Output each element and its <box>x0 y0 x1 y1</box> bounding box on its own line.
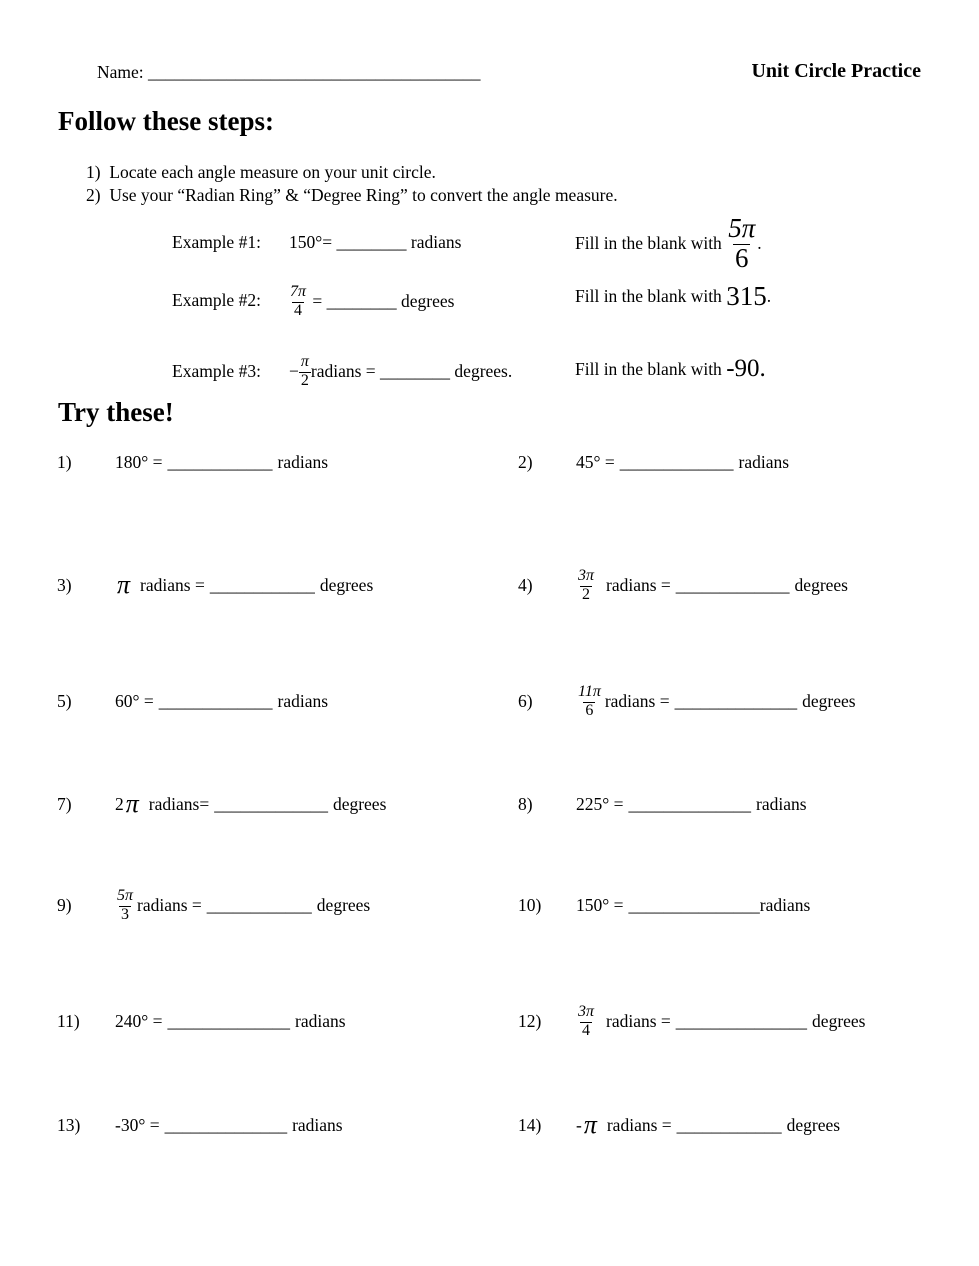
problem-number: 13) <box>57 1115 81 1135</box>
problem-expression <box>576 774 807 834</box>
problem-fraction <box>576 568 596 603</box>
problem-text: radians= <box>148 793 210 814</box>
problem-number: 5) <box>57 691 72 711</box>
fraction-numerator: 3π <box>578 1002 595 1020</box>
example-3-fraction: $\frac{\pi}{2}$ <box>300 352 309 389</box>
problem-angle: -30° = <box>115 1114 160 1135</box>
problem-expression <box>576 555 848 615</box>
problem-angle: 180° = <box>115 451 163 472</box>
problem-unit: degrees <box>332 793 387 814</box>
problem-unit: radians <box>738 451 790 472</box>
problem-expression <box>115 774 386 834</box>
problem-expression <box>576 1095 840 1155</box>
problem-expression <box>576 432 789 492</box>
name-blank[interactable]: ______________________________________ <box>148 62 481 82</box>
example-1-problem: 150°= ________ radians <box>289 232 462 252</box>
problem-angle: 45° = <box>576 451 615 472</box>
problem-unit: radians <box>759 894 811 915</box>
example-1-label: Example #1: <box>172 232 261 252</box>
problem-expression <box>115 671 328 731</box>
problem-angle: 150° = <box>576 894 624 915</box>
problem-coefficient: 2 <box>115 793 124 814</box>
answer-blank[interactable]: _____________ <box>675 574 790 595</box>
answer-blank[interactable]: ______________ <box>167 1010 290 1031</box>
problem-unit: degrees <box>812 1010 866 1031</box>
problem-text: radians = <box>604 690 670 711</box>
problem-unit: degrees <box>794 574 848 595</box>
problem-number: 14) <box>518 1115 542 1135</box>
problem-expression <box>115 432 328 492</box>
fraction-numerator: 3π <box>578 566 595 584</box>
answer-blank[interactable]: _______________ <box>628 894 760 915</box>
step-item: 1) Locate each angle measure on your unit circle. <box>86 162 436 182</box>
answer-blank[interactable]: ____________ <box>676 1114 782 1135</box>
answer-blank[interactable]: ____________ <box>167 451 273 472</box>
example-3-problem: − $\frac{\pi}{2}$ radians = ________ degrees. <box>289 352 513 389</box>
answer-blank[interactable]: _____________ <box>158 690 273 711</box>
problem-number: 1) <box>57 452 72 472</box>
example-2-label: Example #2: <box>172 290 261 310</box>
answer-blank[interactable]: ____________ <box>209 574 315 595</box>
name-label: Name: <box>97 62 144 82</box>
problem-fraction <box>115 888 135 923</box>
problem-number: 2) <box>518 452 533 472</box>
name-line <box>97 62 481 83</box>
problem-unit: degrees <box>802 690 856 711</box>
example-3-label: Example #3: <box>172 361 261 381</box>
worksheet-title: Unit Circle Practice <box>751 60 921 82</box>
problem-number: 4) <box>518 575 533 595</box>
problem-unit: radians <box>277 690 329 711</box>
problem-coefficient: - <box>576 1114 582 1135</box>
fraction-numerator: 11π <box>578 682 601 700</box>
example-2-answer: 315 <box>726 280 767 311</box>
problem-angle: 240° = <box>115 1010 163 1031</box>
example-2-hint: Fill in the blank with 315 . <box>575 280 772 311</box>
fraction-denominator: 2 <box>582 585 590 603</box>
problem-text: radians = <box>140 574 205 595</box>
problem-expression <box>115 991 346 1051</box>
problem-unit: radians <box>292 1114 343 1135</box>
problem-unit: degrees <box>786 1114 841 1135</box>
problem-unit: radians <box>295 1010 346 1031</box>
fraction-denominator: 4 <box>582 1021 590 1039</box>
pi-symbol: π <box>117 570 131 599</box>
steps-heading: Follow these steps: <box>58 106 274 136</box>
answer-blank[interactable]: _____________ <box>214 793 328 814</box>
answer-blank[interactable]: _______________ <box>675 1010 808 1031</box>
problem-number: 11) <box>57 1011 80 1031</box>
problem-number: 9) <box>57 895 72 915</box>
problem-fraction <box>576 684 603 719</box>
practice-heading: Try these! <box>58 397 174 427</box>
problem-text: radians = <box>137 894 202 915</box>
problem-unit: radians <box>756 793 807 814</box>
pi-symbol: π <box>583 1110 597 1139</box>
answer-blank[interactable]: ______________ <box>628 793 751 814</box>
step-item: 2) Use your “Radian Ring” & “Degree Ring” to convert the angle measure. <box>86 185 618 205</box>
problem-unit: radians <box>277 451 329 472</box>
problem-expression <box>576 991 866 1051</box>
problem-expression <box>115 875 370 935</box>
problem-text: radians = <box>606 574 671 595</box>
example-3-hint: Fill in the blank with -90. <box>575 355 766 382</box>
answer-blank[interactable]: ______________ <box>164 1114 288 1135</box>
problem-number: 3) <box>57 575 72 595</box>
problem-unit: degrees <box>319 574 374 595</box>
problem-expression <box>576 875 810 935</box>
example-1-hint: Fill in the blank with $\frac{5\pi}{6}$ . <box>575 212 762 273</box>
fraction-numerator: 5π <box>117 886 134 904</box>
example-2-fraction: $\frac{7\pi}{4}$ <box>290 282 307 319</box>
fraction-denominator: 6 <box>585 701 594 719</box>
problem-number: 10) <box>518 895 542 915</box>
example-2-problem: $\frac{7\pi}{4}$ = ________ degrees <box>290 282 455 319</box>
problem-expression <box>115 555 373 615</box>
fraction-denominator: 3 <box>121 905 129 923</box>
problem-fraction <box>576 1004 596 1039</box>
problem-unit: degrees <box>316 894 371 915</box>
problem-expression <box>115 1095 343 1155</box>
problem-number: 8) <box>518 794 533 814</box>
problem-angle: 60° = <box>115 690 154 711</box>
example-1-answer-fraction: $\frac{5\pi}{6}$ <box>728 212 756 273</box>
problem-number: 7) <box>57 794 72 814</box>
problem-number: 12) <box>518 1011 542 1031</box>
answer-blank[interactable]: ____________ <box>206 894 312 915</box>
problem-angle: 225° = <box>576 793 624 814</box>
problem-text: radians = <box>606 1114 672 1135</box>
pi-symbol: π <box>125 789 139 818</box>
problem-number: 6) <box>518 691 533 711</box>
answer-blank[interactable]: _____________ <box>619 451 734 472</box>
problem-text: radians = <box>606 1010 671 1031</box>
answer-blank[interactable]: ______________ <box>674 690 798 711</box>
problem-expression <box>576 671 856 731</box>
example-3-answer: -90. <box>726 355 766 382</box>
